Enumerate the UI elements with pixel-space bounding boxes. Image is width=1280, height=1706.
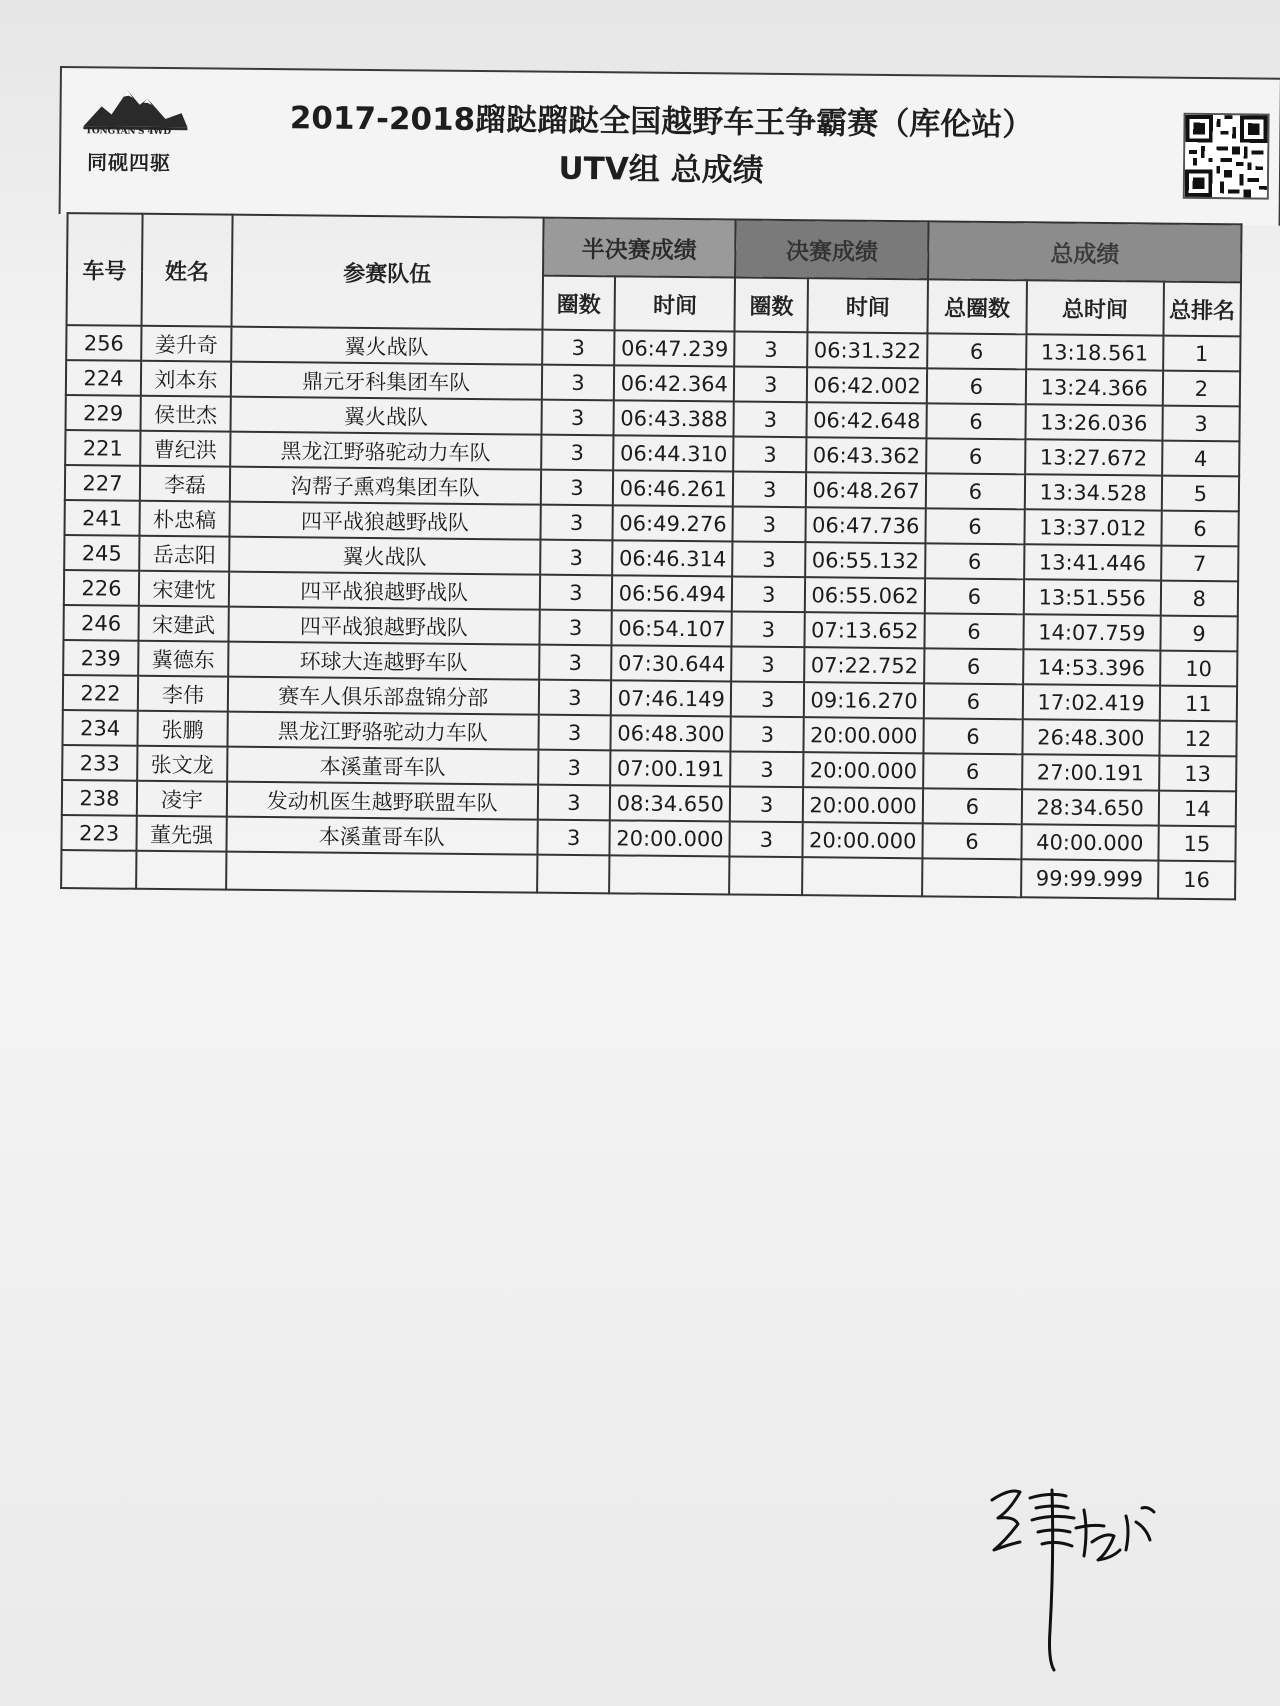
- total-laps-cell: 6: [925, 543, 1024, 579]
- header-semifinal-results: 半决赛成绩: [543, 218, 736, 278]
- team-cell: 黑龙江野骆驼动力车队: [227, 712, 538, 750]
- total-time-cell: 13:41.446: [1024, 544, 1161, 580]
- rank-cell: 6: [1161, 511, 1239, 547]
- car-number-cell: 224: [66, 360, 141, 396]
- semi-time-cell: 07:00.191: [611, 750, 731, 786]
- total-time-cell: 99:99.999: [1021, 859, 1158, 898]
- total-laps-cell: 6: [926, 508, 1025, 544]
- driver-name-cell: 董先强: [136, 816, 226, 852]
- total-time-cell: 14:53.396: [1023, 649, 1160, 685]
- results-table: [60, 212, 1242, 900]
- semi-laps-cell: 3: [539, 610, 612, 646]
- total-time-cell: 13:34.528: [1024, 474, 1161, 510]
- driver-name-cell: 侯世杰: [140, 396, 230, 432]
- car-number-cell: 246: [63, 605, 138, 641]
- total-laps-cell: 6: [923, 823, 1022, 859]
- total-laps-cell: 6: [927, 333, 1026, 369]
- total-laps-cell: 6: [924, 683, 1023, 719]
- car-number-cell: 227: [65, 465, 140, 501]
- semi-laps-cell: 3: [542, 330, 615, 366]
- final-laps-cell: 3: [730, 751, 803, 787]
- final-laps-cell: 3: [734, 366, 807, 402]
- header-final-laps: 圈数: [735, 277, 808, 332]
- driver-name-cell: 岳志阳: [139, 536, 229, 572]
- total-laps-cell: 6: [927, 403, 1026, 439]
- final-laps-cell: 3: [734, 401, 807, 437]
- driver-name-cell: 凌宇: [137, 781, 227, 817]
- rank-cell: 5: [1162, 476, 1240, 512]
- semi-laps-cell: 3: [540, 540, 613, 576]
- final-time-cell: 06:48.267: [806, 472, 926, 508]
- semi-laps-cell: 3: [539, 645, 612, 681]
- driver-name-cell: 姜升奇: [141, 326, 231, 362]
- total-laps-cell: 6: [925, 578, 1024, 614]
- logo-chinese-text: 同砚四驱: [86, 150, 172, 176]
- mountain-logo-icon: [81, 82, 189, 131]
- semi-laps-cell: 3: [538, 750, 611, 786]
- semi-laps-cell: 3: [538, 680, 611, 716]
- semi-time-cell: 06:49.276: [613, 505, 733, 541]
- total-time-cell: 40:00.000: [1021, 824, 1158, 860]
- rank-cell: 3: [1162, 406, 1240, 442]
- semi-time-cell: 06:42.364: [614, 365, 734, 401]
- final-laps-cell: [729, 856, 802, 895]
- logo-english-text: TONGYAN'S 4WD: [85, 126, 171, 138]
- final-laps-cell: 3: [732, 541, 805, 577]
- results-sheet: [52, 66, 1280, 893]
- semi-time-cell: 06:54.107: [612, 610, 732, 646]
- driver-name-cell: 李磊: [140, 466, 230, 502]
- semi-time-cell: 07:30.644: [612, 645, 732, 681]
- qr-code-icon: [1183, 113, 1270, 200]
- final-time-cell: 06:42.002: [807, 367, 927, 403]
- total-laps-cell: 6: [924, 648, 1023, 684]
- final-time-cell: [802, 857, 922, 896]
- total-time-cell: 17:02.419: [1022, 684, 1159, 720]
- total-time-cell: 13:18.561: [1026, 334, 1163, 370]
- semi-time-cell: [609, 855, 729, 894]
- total-time-cell: 28:34.650: [1021, 789, 1158, 825]
- semi-laps-cell: [537, 855, 610, 894]
- car-number-cell: [61, 850, 136, 889]
- driver-name-cell: 宋建忱: [139, 571, 229, 607]
- final-laps-cell: 3: [730, 786, 803, 822]
- rank-cell: 11: [1160, 686, 1238, 722]
- car-number-cell: 239: [63, 640, 138, 676]
- semi-laps-cell: 3: [538, 715, 611, 751]
- team-cell: [226, 852, 537, 893]
- car-number-cell: 245: [64, 535, 139, 571]
- final-laps-cell: 3: [730, 821, 803, 857]
- total-time-cell: 13:27.672: [1025, 439, 1162, 475]
- semi-time-cell: 06:48.300: [611, 715, 731, 751]
- team-cell: 发动机医生越野联盟车队: [227, 782, 538, 820]
- semi-time-cell: 06:46.261: [613, 470, 733, 506]
- car-number-cell: 229: [66, 395, 141, 431]
- rank-cell: 8: [1161, 581, 1239, 617]
- semi-laps-cell: 3: [541, 400, 614, 436]
- car-number-cell: 238: [62, 780, 137, 816]
- final-laps-cell: 3: [731, 716, 804, 752]
- semi-time-cell: 06:44.310: [614, 435, 734, 471]
- driver-name-cell: 曹纪洪: [140, 431, 230, 467]
- final-time-cell: 06:47.736: [806, 507, 926, 543]
- header-overall-results: 总成绩: [928, 221, 1241, 282]
- total-laps-cell: 6: [923, 788, 1022, 824]
- team-cell: 四平战狼越野战队: [228, 607, 539, 645]
- rank-cell: 2: [1163, 371, 1241, 407]
- total-laps-cell: 6: [926, 438, 1025, 474]
- page-title: 2017-2018蹓跶蹓跶全国越野车王争霸赛（库伦站）: [289, 100, 1034, 144]
- header-total-laps: 总圈数: [928, 279, 1027, 334]
- final-laps-cell: 3: [732, 576, 805, 612]
- final-time-cell: 07:13.652: [805, 612, 925, 648]
- final-laps-cell: 3: [733, 436, 806, 472]
- team-cell: 本溪董哥车队: [226, 817, 537, 855]
- header-driver-name: 姓名: [141, 214, 232, 327]
- team-cell: 黑龙江野骆驼动力车队: [230, 432, 541, 470]
- semi-laps-cell: 3: [540, 505, 613, 541]
- page-subtitle: UTV组 总成绩: [558, 150, 764, 189]
- header-final-results: 决赛成绩: [735, 219, 928, 279]
- total-time-cell: 13:51.556: [1023, 579, 1160, 615]
- rank-cell: 16: [1158, 861, 1236, 900]
- semi-time-cell: 07:46.149: [611, 680, 731, 716]
- semi-time-cell: 06:47.239: [615, 330, 735, 366]
- semi-time-cell: 20:00.000: [610, 820, 730, 856]
- final-laps-cell: 3: [733, 471, 806, 507]
- team-cell: 鼎元牙科集团车队: [231, 362, 542, 400]
- semi-laps-cell: 3: [541, 365, 614, 401]
- car-number-cell: 256: [66, 325, 141, 361]
- final-time-cell: 06:55.062: [805, 577, 925, 613]
- final-time-cell: 20:00.000: [803, 752, 923, 788]
- final-time-cell: 06:42.648: [807, 402, 927, 438]
- final-laps-cell: 3: [733, 506, 806, 542]
- rank-cell: 13: [1159, 756, 1237, 792]
- semi-laps-cell: 3: [541, 435, 614, 471]
- semi-laps-cell: 3: [537, 820, 610, 856]
- total-time-cell: 27:00.191: [1022, 754, 1159, 790]
- header-semi-time: 时间: [615, 276, 735, 331]
- final-time-cell: 09:16.270: [804, 682, 924, 718]
- rank-cell: 7: [1161, 546, 1239, 582]
- team-cell: 翼火战队: [231, 327, 542, 365]
- header-overall-rank: 总排名: [1163, 282, 1241, 337]
- driver-name-cell: [136, 851, 226, 890]
- rank-cell: 14: [1159, 791, 1237, 827]
- car-number-cell: 221: [65, 430, 140, 466]
- final-laps-cell: 3: [732, 611, 805, 647]
- driver-name-cell: 刘本东: [141, 361, 231, 397]
- driver-name-cell: 冀德东: [138, 641, 228, 677]
- total-laps-cell: 6: [926, 473, 1025, 509]
- total-time-cell: 14:07.759: [1023, 614, 1160, 650]
- team-cell: 翼火战队: [229, 537, 540, 575]
- team-cell: 赛车人俱乐部盘锦分部: [228, 677, 539, 715]
- final-time-cell: 20:00.000: [803, 822, 923, 858]
- driver-name-cell: 李伟: [138, 676, 228, 712]
- final-time-cell: 20:00.000: [803, 787, 923, 823]
- total-time-cell: 13:26.036: [1025, 404, 1162, 440]
- rank-cell: 10: [1160, 651, 1238, 687]
- team-cell: 环球大连越野车队: [228, 642, 539, 680]
- semi-time-cell: 06:46.314: [613, 540, 733, 576]
- final-laps-cell: 3: [734, 331, 807, 367]
- total-time-cell: 26:48.300: [1022, 719, 1159, 755]
- total-laps-cell: 6: [924, 718, 1023, 754]
- header-car-number: 车号: [67, 213, 143, 326]
- total-time-cell: 13:37.012: [1024, 509, 1161, 545]
- car-number-cell: 234: [62, 710, 137, 746]
- rank-cell: 9: [1160, 616, 1238, 652]
- team-cell: 本溪董哥车队: [227, 747, 538, 785]
- tongyan-logo: [81, 82, 190, 176]
- semi-laps-cell: 3: [540, 470, 613, 506]
- final-laps-cell: 3: [731, 681, 804, 717]
- final-time-cell: 06:43.362: [806, 437, 926, 473]
- driver-name-cell: 张鹏: [137, 711, 227, 747]
- semi-laps-cell: 3: [539, 575, 612, 611]
- header-team: 参赛队伍: [231, 215, 543, 330]
- car-number-cell: 223: [61, 815, 136, 851]
- final-time-cell: 06:31.322: [807, 332, 927, 368]
- semi-laps-cell: 3: [537, 785, 610, 821]
- team-cell: 沟帮子熏鸡集团车队: [230, 467, 541, 505]
- total-laps-cell: 6: [927, 368, 1026, 404]
- semi-time-cell: 06:56.494: [612, 575, 732, 611]
- driver-name-cell: 朴忠稿: [139, 501, 229, 537]
- rank-cell: 4: [1162, 441, 1240, 477]
- total-laps-cell: 6: [923, 753, 1022, 789]
- final-time-cell: 07:22.752: [804, 647, 924, 683]
- final-laps-cell: 3: [731, 646, 804, 682]
- handwritten-signature: [980, 1470, 1180, 1680]
- car-number-cell: 241: [64, 500, 139, 536]
- car-number-cell: 226: [64, 570, 139, 606]
- rank-cell: 12: [1159, 721, 1237, 757]
- header-total-time: 总时间: [1026, 280, 1164, 335]
- semi-time-cell: 06:43.388: [614, 400, 734, 436]
- car-number-cell: 222: [63, 675, 138, 711]
- final-time-cell: 06:55.132: [805, 542, 925, 578]
- total-time-cell: 13:24.366: [1025, 369, 1162, 405]
- header-final-time: 时间: [808, 278, 928, 333]
- team-cell: 四平战狼越野战队: [229, 502, 540, 540]
- rank-cell: 15: [1158, 826, 1236, 862]
- final-time-cell: 20:00.000: [804, 717, 924, 753]
- driver-name-cell: 张文龙: [137, 746, 227, 782]
- sheet-header: [59, 66, 1280, 226]
- team-cell: 翼火战队: [230, 397, 541, 435]
- car-number-cell: 233: [62, 745, 137, 781]
- semi-time-cell: 08:34.650: [610, 785, 730, 821]
- team-cell: 四平战狼越野战队: [229, 572, 540, 610]
- header-semi-laps: 圈数: [542, 276, 615, 331]
- driver-name-cell: 宋建武: [138, 606, 228, 642]
- rank-cell: 1: [1163, 336, 1241, 372]
- total-laps-cell: 6: [925, 613, 1024, 649]
- total-laps-cell: [922, 858, 1021, 897]
